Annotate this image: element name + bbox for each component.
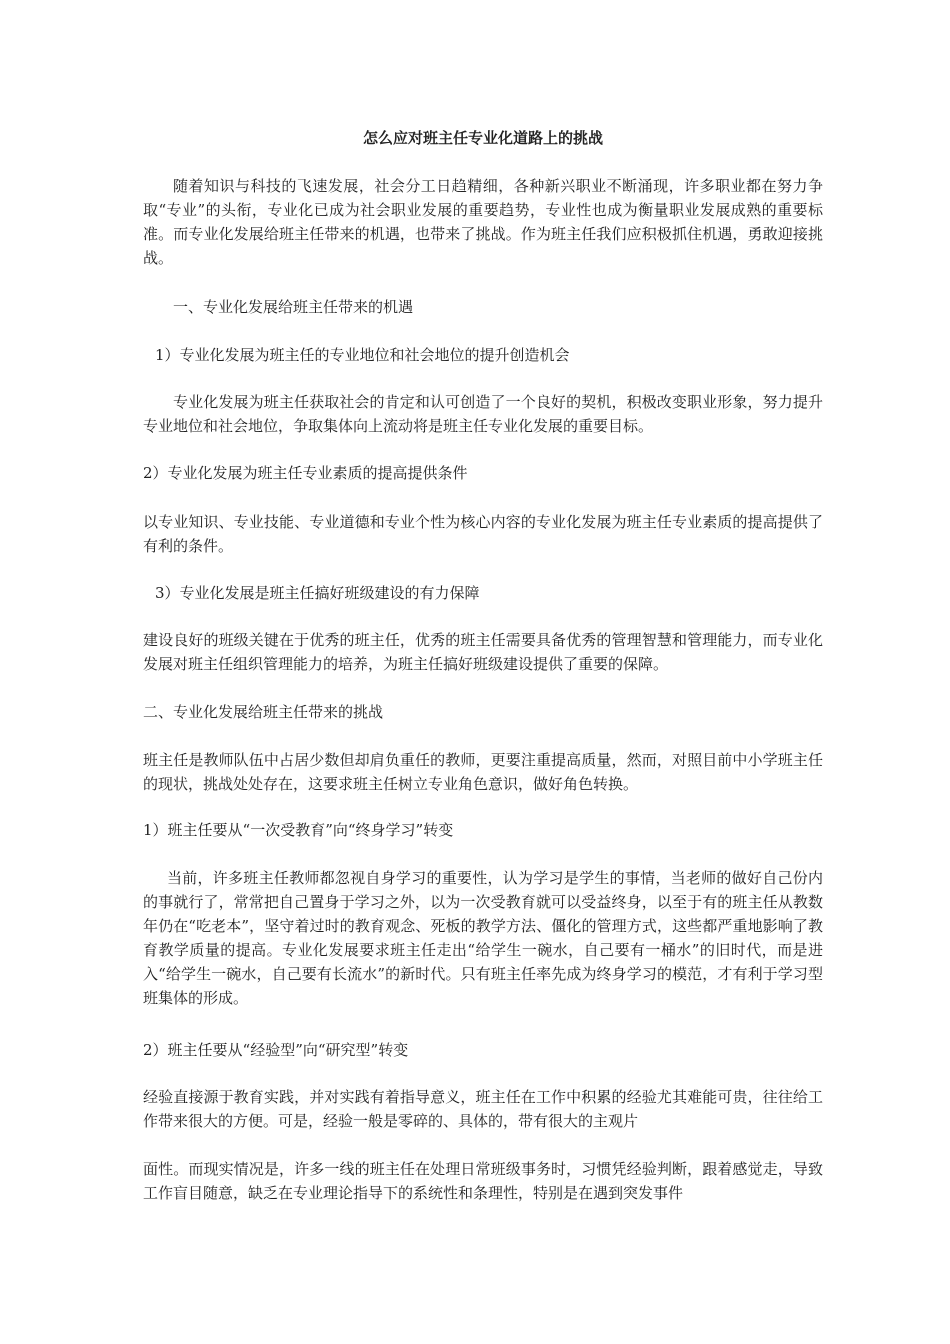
section2-item2-paragraph-a: 经验直接源于教育实践，并对实践有着指导意义，班主任在工作中积累的经验尤其难能可贵，往往给工作带来很大的方便。可是，经验一般是零碎的、具体的，带有很大的主观片 (143, 1088, 823, 1130)
intro-paragraph: 随着知识与科技的飞速发展，社会分工日趋精细，各种新兴职业不断涌现，许多职业都在努力争取“专业”的头衔，专业化已成为社会职业发展的重要趋势，专业性也成为衡量职业发展成熟的重要标准。而专业化发展给班主任带来的机遇，也带来了挑战。作为班主任我们应积极抓住机遇，勇敢迎接挑战。 (143, 177, 823, 267)
section1-heading: 一、专业化发展给班主任带来的机遇 (173, 298, 414, 316)
section1-item1-paragraph: 专业化发展为班主任获取社会的肯定和认可创造了一个良好的契机，积极改变职业形象，努力提升专业地位和社会地位，争取集体向上流动将是班主任专业化发展的重要目标。 (143, 393, 823, 435)
section1-item2-paragraph: 以专业知识、专业技能、专业道德和专业个性为核心内容的专业化发展为班主任专业素质的提高提供了有利的条件。 (143, 513, 823, 555)
section2-item1-paragraph: 当前，许多班主任教师都忽视自身学习的重要性，认为学习是学生的事情，当老师的做好自己份内的事就行了，常常把自己置身于学习之外，以为一次受教育就可以受益终身，以至于有的班主任从教数年仍在“吃老本”，坚守着过时的教育观念、死板的教学方法、僵化的管理方式，这些都严重地影响了教育教学质量的提高。专业化发展要求班主任走出“给学生一碗水，自己要有一桶水”的旧时代，而是进入“给学生一碗水，自己要有长流水”的新时代。只有班主任率先成为终身学习的模范，才有利于学习型班集体的形成。 (143, 869, 823, 1007)
section1-item3-paragraph: 建设良好的班级关键在于优秀的班主任，优秀的班主任需要具备优秀的管理智慧和管理能力，而专业化发展对班主任组织管理能力的培养，为班主任搞好班级建设提供了重要的保障。 (143, 631, 823, 673)
document-title: 怎么应对班主任专业化道路上的挑战 (362, 129, 603, 147)
section1-item3-heading: 3）专业化发展是班主任搞好班级建设的有力保障 (155, 584, 480, 602)
section2-item1-heading: 1）班主任要从“一次受教育”向“终身学习”转变 (143, 821, 454, 839)
section1-item1-heading: 1）专业化发展为班主任的专业地位和社会地位的提升创造机会 (155, 346, 570, 364)
section2-item2-heading: 2）班主任要从“经验型”向“研究型”转变 (143, 1041, 409, 1059)
section2-intro-paragraph: 班主任是教师队伍中占居少数但却肩负重任的教师，更要注重提高质量，然而，对照目前中小学班主任的现状，挑战处处存在，这要求班主任树立专业角色意识，做好角色转换。 (143, 751, 823, 793)
section1-item2-heading: 2）专业化发展为班主任专业素质的提高提供条件 (143, 464, 468, 482)
section2-item2-paragraph-b: 面性。而现实情况是，许多一线的班主任在处理日常班级事务时，习惯凭经验判断，跟着感觉走，导致工作盲目随意，缺乏在专业理论指导下的系统性和条理性，特别是在遇到突发事件 (143, 1160, 823, 1202)
section2-heading: 二、专业化发展给班主任带来的挑战 (143, 703, 384, 721)
